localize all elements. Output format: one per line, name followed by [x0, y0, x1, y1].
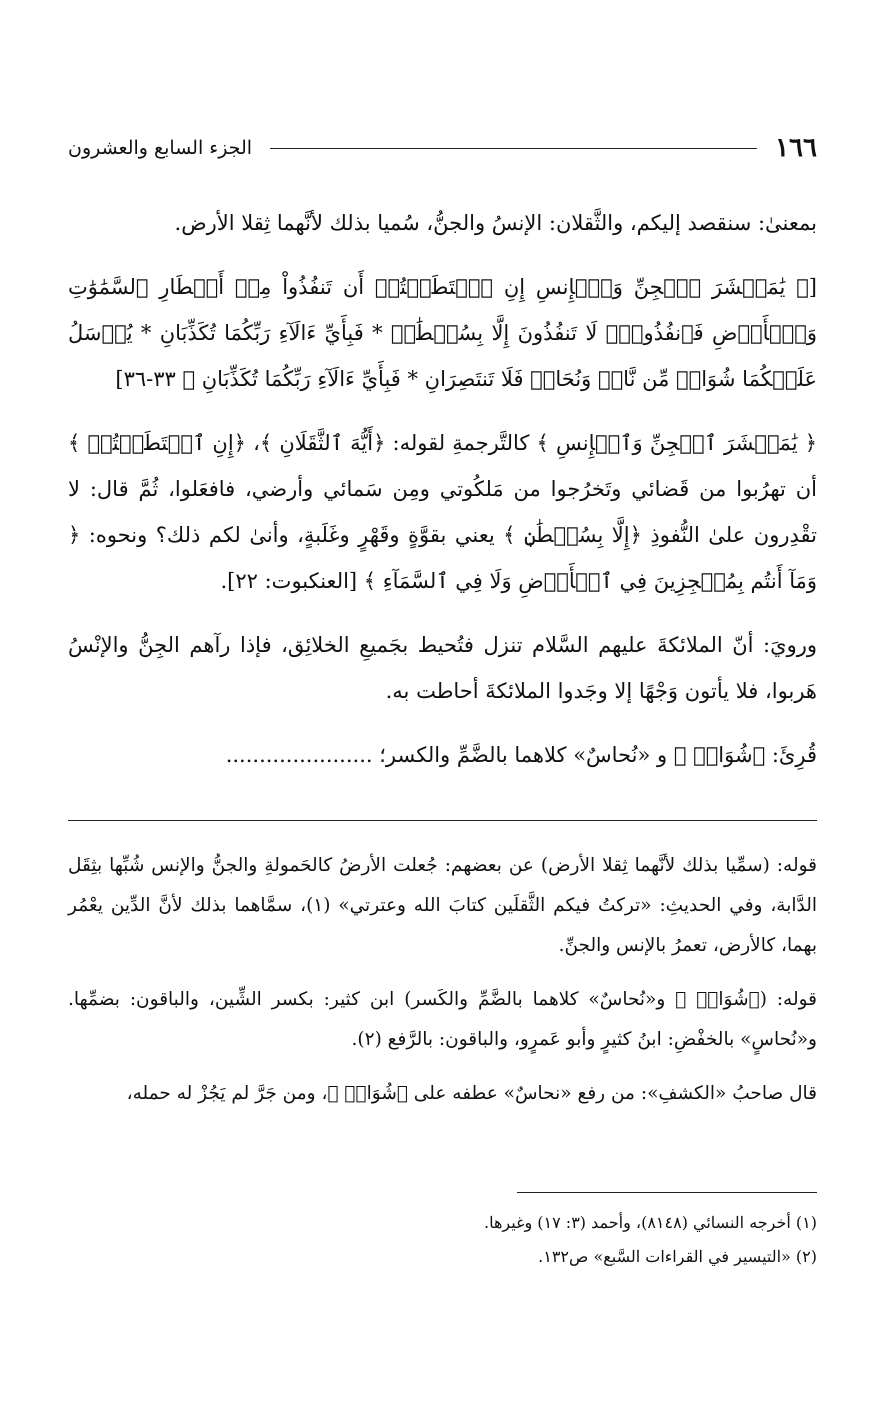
footnote-1: (١) أخرجه النسائي (٨١٤٨)، وأحمد (٣: ١٧) وغيرها. [484, 1213, 817, 1232]
running-title: الجزء السابع والعشرون [68, 137, 253, 159]
commentary-paragraph-3: قال صاحبُ «الكشفِ»: من رفع «نحاسٌ» عطفه على ﴿شُوَاظٞ ﴾، ومن جَرَّ لم يَجُزْ له حمله، [126, 1083, 817, 1104]
commentary-text [68, 846, 817, 1128]
main-paragraph-1: بمعنىٰ: سنقصد إليكم، والثَّقلان: الإنسُ والجنُّ، سُميا بذلك لأنَّهما ثِقلا الأرض. [174, 211, 817, 235]
main-paragraph-4: قُرِئَ: ﴿شُوَاظٞ ﴾ و «نُحاسٌ» كلاهما بالضَّمِّ والكسر؛ ...................... [225, 743, 817, 767]
commentary-paragraph-1: قوله: (سمِّيا بذلك لأنَّهما ثِقلا الأرض) عن بعضهم: جُعلت الأرضُ كالحَمولةِ والجنُّ والإنس شُبِّها بثِقَل الدَّابة، وفي الحديثِ: «تركتُ فيكم الثَّقلَين كتابَ الله وعترتي» (١)، سمَّاهما بذلك لأنَّ الدِّين يعْمُر بهما، كالأرض، تعمرُ بالإنس والجنِّ. [68, 855, 817, 956]
page-number: ١٦٦ [775, 133, 817, 163]
footnote-2: (٢) «التيسير في القراءات السَّبع» ص١٣٢. [538, 1247, 817, 1266]
quran-verses: [﴿ يَٰمَعۡشَرَ ٱلۡجِنِّ وَٱلۡإِنسِ إِنِ ٱسۡتَطَعۡتُمۡ أَن تَنفُذُواْ مِنۡ أَقۡطَارِ ٱلسَّمَٰوَٰتِ وَٱلۡأَرۡضِ فَٱنفُذُواْۚ لَا تَنفُذُونَ إِلَّا بِسُلۡطَٰنٖ * فَبِأَيِّ ءَالَآءِ رَبِّكُمَا تُكَذِّبَانِ * يُرۡسَلُ عَلَيۡكُمَا شُوَاظٞ مِّن نَّارٖ وَنُحَاسٞ فَلَا تَنتَصِرَانِ * فَبِأَيِّ ءَالَآءِ رَبِّكُمَا تُكَذِّبَانِ ﴾ ٣٣-٣٦] [68, 275, 817, 391]
main-text-divider [68, 820, 817, 821]
main-paragraph-2: ﴿ يَٰمَعۡشَرَ ٱلۡجِنِّ وَٱلۡإِنسِ ﴾ كالتَّرجمةِ لقوله: ﴿أَيُّهَ ٱلثَّقَلَانِ ﴾، ﴿إِنِ ٱسۡتَطَعۡتُمۡ ﴾ أن تهرُبوا من قَضائي وتَخرُجوا من مَلكُوتي ومِن سَمائي وأرضي، فافعَلوا، ثُمَّ قال: لا تقْدِرون علىٰ النُّفوذِ ﴿إِلَّا بِسُلۡطَٰنٖ ﴾ يعني بقوَّةٍ وقَهْرٍ وغَلَبةٍ، وأنىٰ لكم ذلك؟ ونحوه: ﴿ وَمَآ أَنتُم بِمُعۡجِزِينَ فِي ٱلۡأَرۡضِ وَلَا فِي ٱلسَّمَآءِ ﴾ [العنكبوت: ٢٢]. [68, 431, 817, 593]
footnotes [68, 1206, 817, 1274]
header-rule [270, 148, 757, 149]
footnote-divider [517, 1192, 817, 1193]
book-page [68, 0, 817, 1401]
commentary-paragraph-2: قوله: (﴿شُوَاظٞ ﴾ و«نُحاسٌ» كلاهما بالضَّمِّ والكَسر) ابن كثير: بكسر الشِّين، والباقون: بضمِّها. و«نُحاسٍ» بالخفْضِ: ابنُ كثيرٍ وأبو عَمرٍو، والباقون: بالرَّفع (٢). [68, 989, 817, 1050]
main-text [68, 200, 817, 796]
page-header [68, 128, 817, 168]
main-paragraph-3: ورويَ: أنّ الملائكةَ عليهم السَّلام تنزل فتُحيط بجَميعِ الخلائِق، فإذا رآهم الجِنُّ والإنْسُ هَربوا، فلا يأتون وَجْهًا إلا وجَدوا الملائكةَ أحاطت به. [68, 633, 817, 703]
